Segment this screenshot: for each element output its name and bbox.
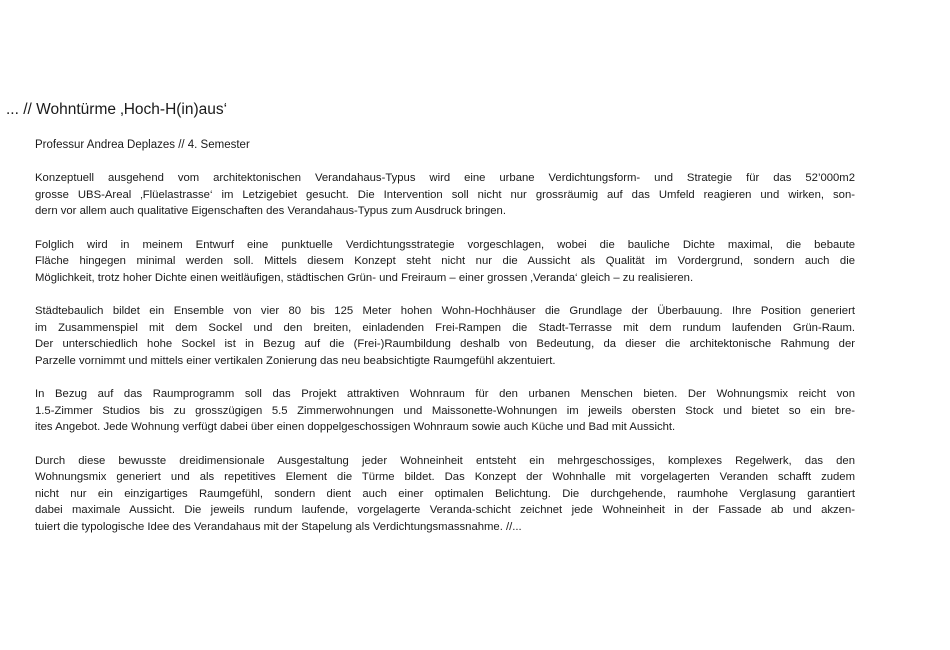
paragraph-line: dabei maximale Aussicht. Die jeweils rundum laufende, vorgelagerte Veranda-schicht zeichnet jede Wohneinheit in der Fassade ab und akzen- — [35, 504, 855, 516]
paragraph-line: nicht nur ein einzigartiges Raumgefühl, sondern dient auch einer optimalen Belichtung. Die durchgehende, raumhohe Verglasung garantiert — [35, 487, 855, 500]
paragraph-line: Konzeptuell ausgehend vom architektonischen Verandahaus-Typus wird eine urbane Verdichtungsform- und Strategie für das 52’000m2 — [35, 172, 855, 184]
paragraph-line: Wohnungsmix generiert und als repetitives Element die Türme bildet. Das Konzept der Wohnhalle mit vorgelagerten Veranden schafft zudem — [35, 471, 855, 483]
paragraph-line: grosse UBS-Areal ‚Flüelastrasse‘ im Letzigebiet gesucht. Die Intervention soll nicht nur grossräumig auf das Umfeld reagieren und wirken, son- — [35, 188, 855, 201]
page-title: ... // Wohntürme ‚Hoch-H(in)aus‘ — [6, 101, 228, 118]
paragraph-4 — [35, 386, 855, 436]
paragraph-line: 1.5-Zimmer Studios bis zu grosszügigen 5.5 Zimmerwohnungen und Maissonette-Wohnungen im jeweils obersten Stock und bietet so ein bre- — [35, 404, 855, 417]
page-subtitle: Professur Andrea Deplazes // 4. Semester — [35, 139, 250, 151]
paragraph-line: Städtebaulich bildet ein Ensemble von vier 80 bis 125 Meter hohen Wohn-Hochhäuser die Grundlage der Überbauung. Ihre Position generiert — [35, 305, 855, 317]
paragraph-5 — [35, 453, 855, 536]
paragraph-line: Möglichkeit, trotz hoher Dichte einen weitläufigen, städtischen Grün- und Freiraum – einer grossen ‚Veranda‘ gleich – zu realisieren. — [35, 271, 694, 284]
paragraph-1 — [35, 170, 855, 220]
paragraph-line: In Bezug auf das Raumprogramm soll das Projekt attraktiven Wohnraum für den urbanen Menschen bieten. Der Wohnungsmix reicht von — [35, 388, 855, 400]
paragraph-line: ites Angebot. Jede Wohnung verfügt dabei über einen doppelgeschossigen Wohnraum sowie auch Küche und Bad mit Aussicht. — [35, 421, 676, 433]
paragraph-line: Der unterschiedlich hohe Sockel ist in Bezug auf die (Frei-)Raumbildung deshalb von Bedeutung, da dieser die architektonische Rahmung der — [35, 338, 855, 350]
paragraph-line: Durch diese bewusste dreidimensionale Ausgestaltung jeder Wohneinheit entsteht ein mehrgeschossiges, komplexes Regelwerk, das den — [35, 454, 855, 467]
paragraph-3 — [35, 303, 855, 369]
paragraph-line: Folglich wird in meinem Entwurf eine punktuelle Verdichtungsstrategie vorgeschlagen, wobei die bauliche Dichte maximal, die bebaute — [35, 238, 855, 251]
paragraph-line: im Zusammenspiel mit dem Sockel und den breiten, einladenden Frei-Rampen die Stadt-Terrasse mit dem rundum laufenden Grün-Raum. — [35, 321, 855, 334]
paragraph-line: dern vor allem auch qualitative Eigenschaften des Verandahaus-Typus zum Ausdruck bringen. — [35, 205, 506, 217]
paragraph-line: Fläche hingegen minimal werden soll. Mittels diesem Konzept steht nicht nur die Aussicht als Qualität im Vordergrund, sondern auch die — [35, 255, 855, 267]
body-text — [35, 170, 855, 552]
paragraph-2 — [35, 237, 855, 287]
paragraph-line: Parzelle vornimmt und mittels einer vertikalen Zonierung das neu beabsichtigte Raumgefühl akzentuiert. — [35, 354, 556, 367]
paragraph-line: tuiert die typologische Idee des Verandahaus mit der Stapelung als Verdichtungsmassnahme. //... — [35, 520, 522, 533]
